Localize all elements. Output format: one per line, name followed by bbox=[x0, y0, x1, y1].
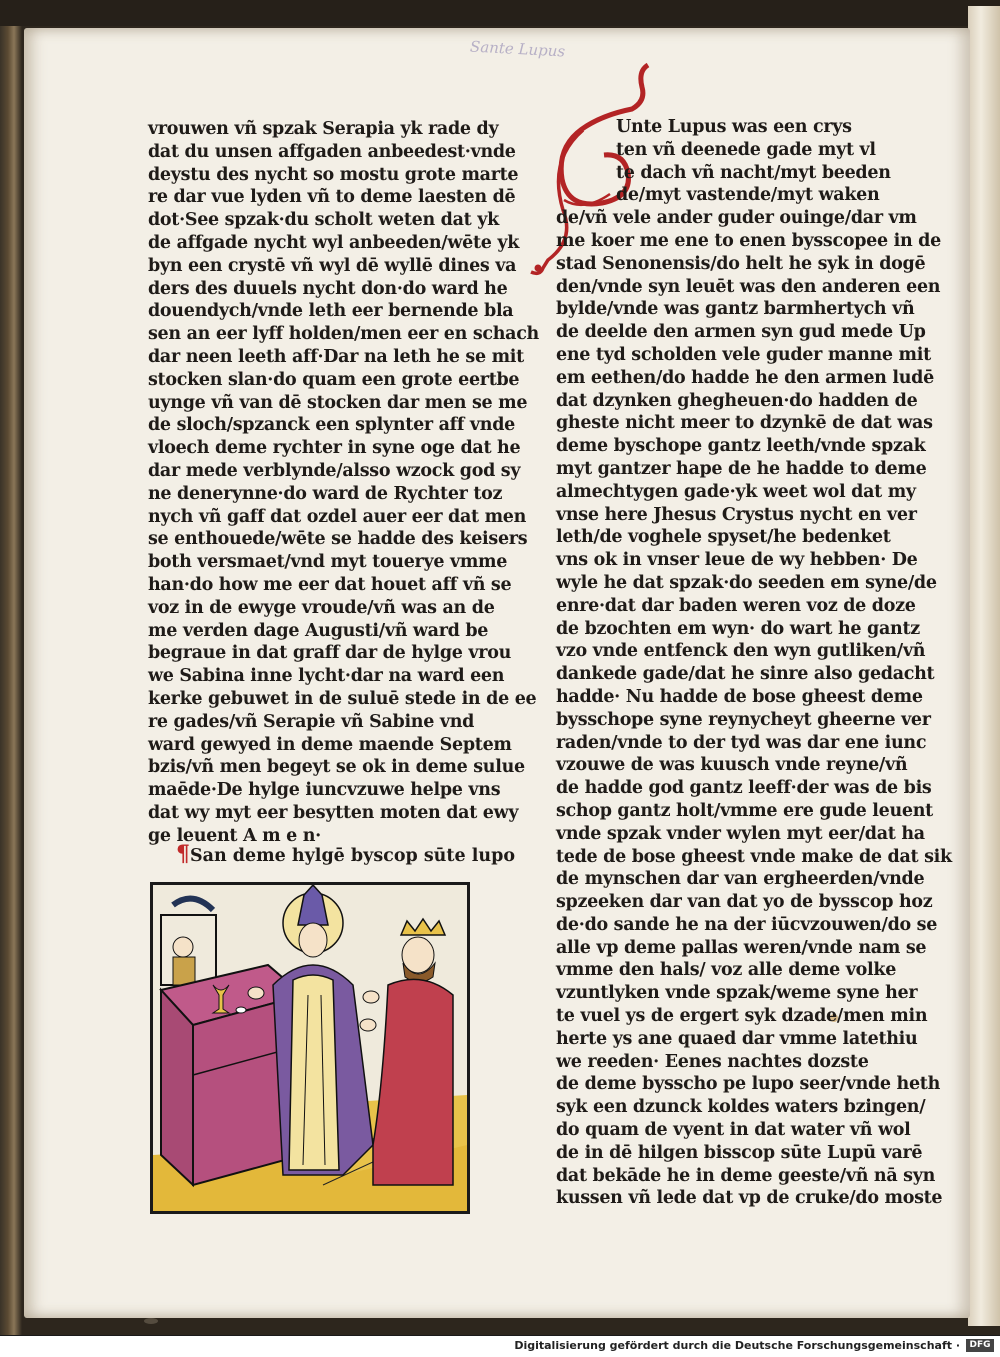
text-line: dat wy myt eer besytten moten dat ewy bbox=[148, 802, 519, 823]
text-line: nych vñ gaff dat ozdel auer eer dat men bbox=[148, 506, 527, 527]
text-line: almechtygen gade·yk weet wol dat my bbox=[556, 481, 916, 502]
text-line: byn een crystē vñ wyl dē wyllē dines va bbox=[148, 255, 517, 276]
text-line: de sloch/spzanck een splynter aff vnde bbox=[148, 415, 515, 436]
text-line: uynge vñ van dē stocken dar men se me bbox=[148, 392, 528, 413]
footer-bar bbox=[0, 1336, 1000, 1357]
text-line: de deme bysscho pe lupo seer/vnde heth bbox=[556, 1074, 941, 1095]
text-line: em eethen/do hadde he den armen ludē bbox=[556, 367, 934, 388]
text-line: de hadde god gantz leeff·der was de bis bbox=[556, 778, 932, 799]
woodcut-scene bbox=[153, 885, 467, 1211]
text-line: syk een dzunck koldes waters bzingen/ bbox=[556, 1097, 926, 1118]
text-line: ders des duuels nycht don·do ward he bbox=[148, 278, 508, 299]
text-line: vnde spzak vnder wylen myt eer/dat ha bbox=[556, 823, 925, 844]
text-line: te dach vñ nacht/myt beeden bbox=[616, 162, 891, 183]
text-line: te vuel ys de ergert syk dzade/men min bbox=[556, 1006, 928, 1027]
text-line: begraue in dat graff dar de hylge vrou bbox=[148, 643, 512, 664]
text-line: de in dē hilgen bisscop sūte Lupū varē bbox=[556, 1142, 923, 1163]
text-line: herte ys ane quaed dar vmme latethiu bbox=[556, 1028, 918, 1049]
dfg-logo: DFG bbox=[966, 1339, 994, 1352]
text-line: sen an eer lyff holden/men eer en schach bbox=[148, 324, 539, 345]
text-line: deme byschope gantz leeth/vnde spzak bbox=[556, 436, 926, 457]
text-line: dot·See spzak·du scholt weten dat yk bbox=[148, 210, 499, 231]
text-line: dat du unsen affgaden anbeedest·vnde bbox=[148, 141, 516, 162]
text-line: douendych/vnde leth eer bernende bla bbox=[148, 301, 514, 322]
text-line: de deelde den armen syn gud mede Up bbox=[556, 322, 926, 343]
text-line: myt gantzer hape de he hadde to deme bbox=[556, 458, 927, 479]
foxing-spot bbox=[144, 1318, 158, 1324]
text-line: me verden dage Augusti/vñ ward be bbox=[148, 620, 489, 641]
text-line: vzuntlyken vnde spzak/weme syne her bbox=[556, 983, 918, 1004]
text-line: me koer me ene to enen bysscopee in de bbox=[556, 230, 941, 251]
text-line: schop gantz holt/vmme ere gude leuent bbox=[556, 800, 933, 821]
left-text-column bbox=[148, 118, 539, 848]
text-line: vzouwe de was kuusch vnde reyne/vñ bbox=[556, 755, 908, 776]
text-line: bzis/vñ men begeyt se ok in deme sulue bbox=[148, 757, 525, 778]
footer-credit: Digitalisierung gefördert durch die Deutsche Forschungsgemeinschaft · bbox=[514, 1339, 960, 1352]
text-line: dar neen leeth aff·Dar na leth he se mit bbox=[148, 346, 524, 367]
chapter-heading bbox=[176, 841, 515, 867]
pilcrow-mark: ¶ bbox=[176, 841, 190, 867]
text-line: kussen vñ lede dat vp de cruke/do moste bbox=[556, 1188, 943, 1209]
text-line: dat bekāde he in deme geeste/vñ nā syn bbox=[556, 1165, 936, 1186]
text-line: han·do how me eer dat houet aff vñ se bbox=[148, 574, 512, 595]
text-line: de mynschen dar van ergheerden/vnde bbox=[556, 869, 925, 890]
text-line: vzo vnde entfenck den wyn gutliken/vñ bbox=[556, 641, 926, 662]
text-line: ne denerynne·do ward de Rychter toz bbox=[148, 483, 503, 504]
next-page-edge bbox=[968, 6, 1000, 1326]
text-line: enre·dat dar baden weren voz de doze bbox=[556, 595, 916, 616]
text-line: vnse here Jhesus Crystus nycht en ver bbox=[556, 504, 917, 525]
text-line: dankede gade/dat he sinre also gedacht bbox=[556, 664, 935, 685]
text-line: de affgade nycht wyl anbeeden/wēte yk bbox=[148, 232, 520, 253]
text-line: gheste nicht meer to dzynkē de dat was bbox=[556, 413, 933, 434]
text-line: Unte Lupus was een crys bbox=[616, 117, 852, 137]
text-line: we Sabina inne lycht·dar na ward een bbox=[148, 666, 505, 687]
text-line: do quam de vyent in dat water vñ wol bbox=[556, 1120, 911, 1141]
text-line: wyle he dat spzak·do seeden em syne/de bbox=[556, 572, 937, 593]
text-line: we reeden· Eenes nachtes dozste bbox=[556, 1051, 869, 1072]
text-line: kerke gebuwet in de suluē stede in de ee bbox=[148, 688, 537, 709]
text-line: den/vnde syn leuēt was den anderen een bbox=[556, 276, 941, 297]
text-line: re dar vue lyden vñ to deme laesten dē bbox=[148, 187, 516, 208]
text-line: de/myt vastende/myt waken bbox=[616, 185, 880, 206]
text-line: ene tyd scholden vele guder manne mit bbox=[556, 344, 931, 365]
text-line: vns ok in vnser leue de wy hebben· De bbox=[556, 550, 918, 571]
text-line: raden/vnde to der tyd was dar ene iunc bbox=[556, 732, 927, 753]
text-line: vmme den hals/ voz alle deme volke bbox=[556, 960, 897, 981]
text-line: leth/de voghele spyset/he bedenket bbox=[556, 527, 891, 548]
text-line: spzeeken dar van dat yo de bysscop hoz bbox=[556, 892, 933, 913]
text-line: voz in de ewyge vroude/vñ was an de bbox=[148, 597, 495, 618]
text-line: dat dzynken ghegheuen·do hadden de bbox=[556, 390, 918, 411]
text-line: vloech deme rychter in syne oge dat he bbox=[148, 438, 521, 459]
text-line: ten vñ deenede gade myt vl bbox=[616, 139, 876, 160]
text-line: tede de bose gheest vnde make de dat sik bbox=[556, 846, 952, 867]
text-line: stocken slan·do quam een grote eertbe bbox=[148, 369, 520, 390]
text-line: de/vñ vele ander guder ouinge/dar vm bbox=[556, 208, 917, 229]
text-line: de·do sande he na der iūcvzouwen/do se bbox=[556, 914, 938, 935]
text-line: stad Senonensis/do helt he syk in dogē bbox=[556, 253, 926, 274]
text-line: hadde· Nu hadde de bose gheest deme bbox=[556, 686, 923, 707]
chapter-heading-text: San deme hylgē byscop sūte lupo bbox=[190, 846, 515, 866]
text-line: both versmaet/vnd myt touerye vmme bbox=[148, 552, 508, 573]
text-line: ge leuent A m e n· bbox=[148, 825, 321, 846]
woodcut-illustration bbox=[150, 882, 470, 1214]
handwritten-annotation: Sante Lupus bbox=[469, 37, 566, 61]
text-line: vrouwen vñ spzak Serapia yk rade dy bbox=[148, 119, 499, 139]
right-text-column bbox=[556, 116, 952, 1210]
text-line: se enthouede/wēte se hadde des keisers bbox=[148, 529, 528, 550]
text-line: dar mede verblynde/alsso wzock god sy bbox=[148, 460, 521, 481]
text-line: deystu des nycht so mostu grote marte bbox=[148, 164, 519, 185]
text-line: ward gewyed in deme maende Septem bbox=[148, 734, 512, 755]
text-line: bysschope syne reynycheyt gheerne ver bbox=[556, 709, 931, 730]
text-line: maēde·De hylge iuncvzuwe helpe vns bbox=[148, 780, 501, 801]
text-line: de bzochten em wyn· do wart he gantz bbox=[556, 618, 920, 639]
text-line: alle vp deme pallas weren/vnde nam se bbox=[556, 937, 927, 958]
text-line: re gades/vñ Serapie vñ Sabine vnd bbox=[148, 711, 475, 732]
top-binding bbox=[0, 0, 1000, 26]
text-line: bylde/vnde was gantz barmhertych vñ bbox=[556, 299, 915, 320]
